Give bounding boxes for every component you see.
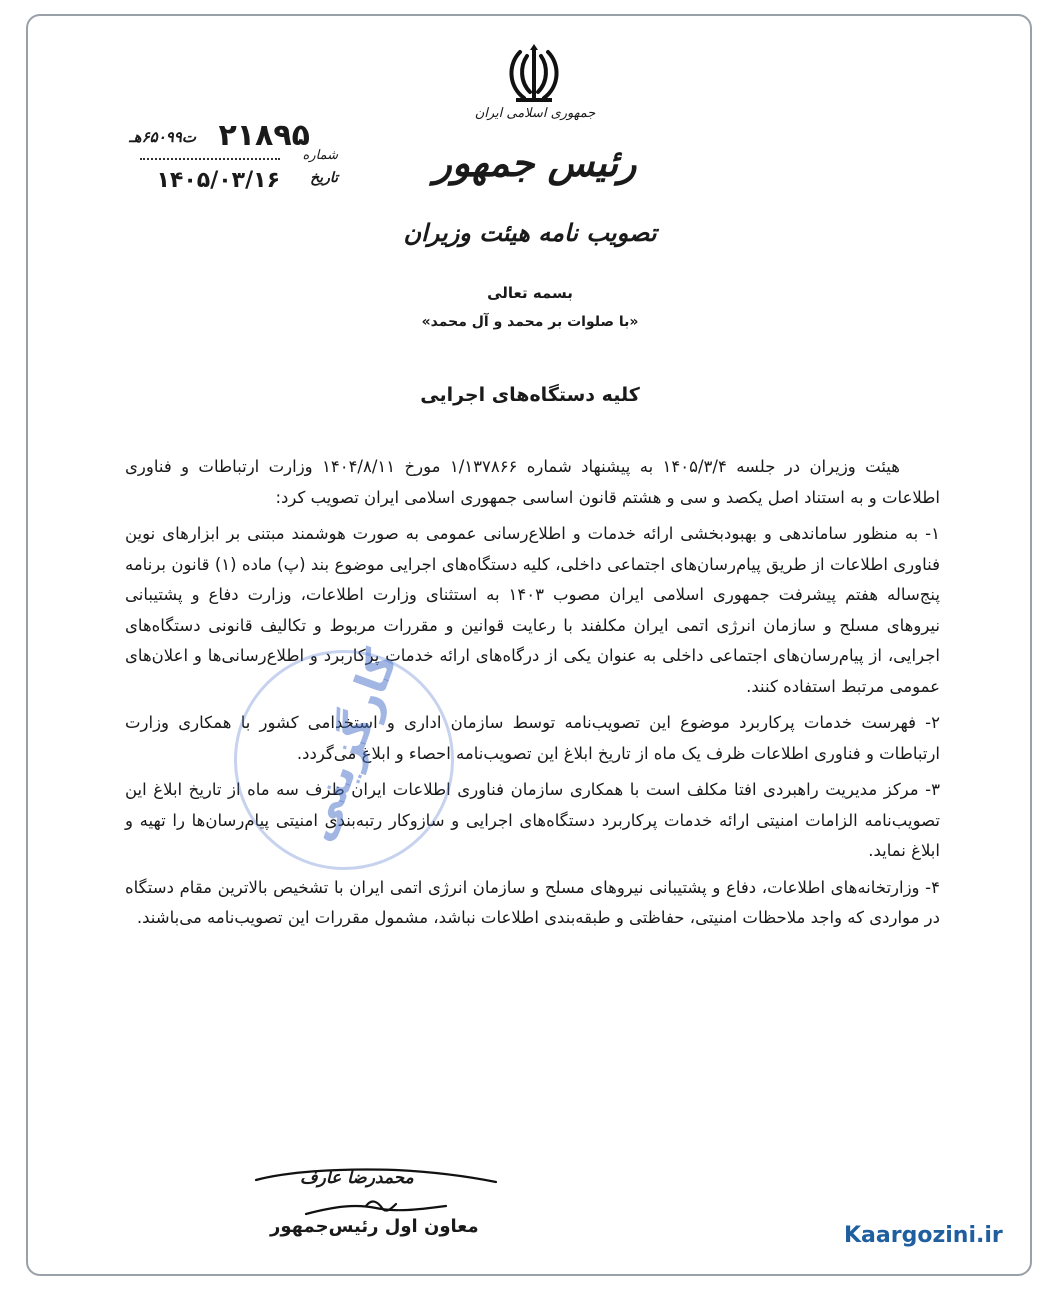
reference-sub-number: ت۶۵۰۹۹هـ: [129, 128, 196, 146]
number-dotted-line: [140, 158, 280, 160]
signer-title: معاون اول رئیس‌جمهور: [270, 1216, 479, 1237]
reference-number: ۲۱۸۹۵: [218, 118, 310, 153]
number-label: شماره: [302, 148, 338, 163]
country-name: جمهوری اسلامی ایران: [474, 106, 596, 121]
bismillah: بسمه تعالی: [487, 284, 573, 302]
decree-body: [125, 452, 940, 940]
addressee-heading: کلیه دستگاه‌های اجرایی: [420, 384, 640, 406]
clause-4: ۴- وزارتخانه‌های اطلاعات، دفاع و پشتیبانی نیروهای مسلح و سازمان انرژی اتمی ایران با تشخیص بالاترین مقام دستگاه در مواردی که واجد ملاحظات امنیتی، حفاظتی و طبقه‌بندی اطلاعات نباشد، مشمول مقررات این تصویب‌نامه می‌باشند.: [125, 877, 940, 927]
reference-date: ۱۴۰۵/۰۳/۱۶: [156, 168, 280, 193]
intro-paragraph: هیئت وزیران در جلسه ۱۴۰۵/۳/۴ به پیشنهاد شماره ۱/۱۳۷۸۶۶ مورخ ۱۴۰۴/۸/۱۱ وزارت ارتباطات و فناوری اطلاعات و به استناد اصل یکصد و سی و هشتم قانون اساسی جمهوری اسلامی ایران تصویب کرد:: [125, 457, 940, 507]
office-title: رئیس جمهور: [433, 140, 637, 185]
clause-2: ۲- فهرست خدمات پرکاربرد موضوع این تصویب‌نامه توسط سازمان اداری و استخدامی کشور با همکاری وزارت ارتباطات و فناوری اطلاعات ظرف یک ماه از تاریخ ابلاغ این تصویب‌نامه احصاء و ابلاغ می‌گردد.: [125, 713, 940, 763]
clause-1: ۱- به منظور ساماندهی و بهبودبخشی ارائه خدمات و اطلاع‌رسانی عمومی به صورت هوشمند مبتنی بر ابزارهای نوین فناوری اطلاعات از طریق پیام‌رسان‌های اجتماعی داخلی، کلیه دستگاه‌های اجرایی موضوع بند (پ) ماده (۱) قانون برنامه پنج‌ساله هفتم پیشرفت جمهوری اسلامی ایران مصوب ۱۴۰۳ به استثنای وزارت اطلاعات، وزارت دفاع و پشتیبانی نیروهای مسلح و سازمان انرژی اتمی ایران مکلفند با رعایت قوانین و مقررات مربوط و تکالیف قانونی دستگاه‌های اجرایی، از پیام‌رسان‌های اجتماعی داخلی به عنوان یکی از درگاه‌های ارائه خدمات پرکاربرد و اطلاع‌رسانی‌ها و اعلان‌های عمومی مرتبط استفاده کنند.: [125, 524, 941, 696]
date-label: تاریخ: [310, 170, 338, 186]
signer-name: محمدرضا عارف: [300, 1168, 414, 1188]
watermark-stamp-text: کارگزینی: [291, 643, 408, 848]
salawat: «با صلوات بر محمد و آل محمد»: [421, 314, 639, 330]
document-type: تصویب نامه هیئت وزیران: [403, 218, 657, 247]
website-watermark: Kaargozini.ir: [844, 1223, 1003, 1248]
clause-3: ۳- مرکز مدیریت راهبردی افتا مکلف است با همکاری سازمان فناوری اطلاعات ایران ظرف سه ماه از تاریخ ابلاغ این تصویب‌نامه الزامات امنیتی ارائه خدمات پرکاربرد دستگاه‌های اجرایی و سازوکار رتبه‌بندی امنیتی پیام‌رسان‌ها را تهیه و ابلاغ نماید.: [125, 780, 940, 860]
iran-emblem-icon: [502, 42, 566, 106]
